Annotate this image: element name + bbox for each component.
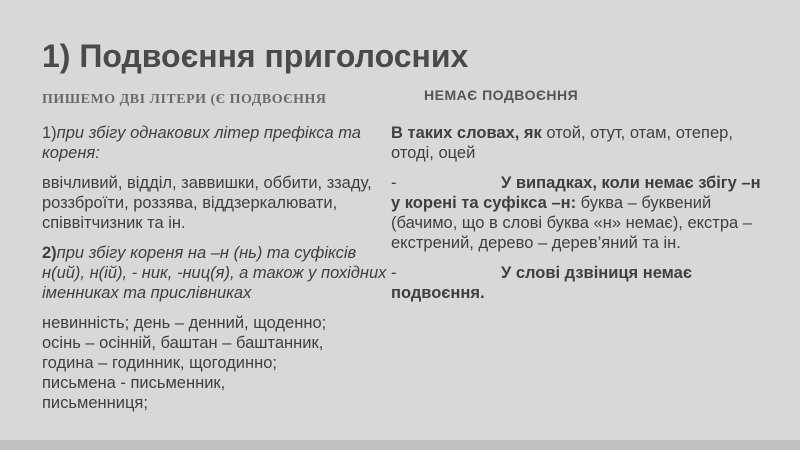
rule-1-number: 1) — [42, 124, 57, 142]
rule-2-examples-line: невинність; день – денний, щоденно; — [42, 314, 327, 332]
rule-2-examples — [42, 313, 392, 413]
left-column — [42, 123, 392, 423]
exception-2-dash: - — [391, 174, 397, 192]
rule-2-examples-line: година – годинник, щогодинно; — [42, 354, 277, 372]
exception-1-bold: В таких словах, як — [391, 124, 542, 142]
slide-title: 1) Подвоєння приголосних — [42, 38, 469, 74]
right-column — [391, 123, 763, 313]
exception-3-dash: - — [391, 264, 397, 282]
exception-3-bold: У слові дзвіниця немає подвоєння. — [391, 264, 692, 302]
rule-2-examples-line: письмена - письменник, — [42, 374, 226, 392]
rule-2-examples-line: осінь – осінній, баштан – баштанник, — [42, 334, 324, 352]
rule-2 — [42, 243, 392, 303]
rule-2-examples-line: письменниця; — [42, 394, 148, 412]
exception-1-text: отой, отут, отам, отепер, отоді, оцей — [391, 124, 733, 162]
exception-1 — [391, 123, 763, 163]
rule-1 — [42, 123, 392, 163]
rule-2-number: 2) — [42, 244, 57, 262]
exception-2 — [391, 173, 763, 253]
bottom-strip — [0, 440, 800, 450]
exception-2-bold: У випадках, коли немає збігу –н у корені та суфікса –н: — [391, 174, 761, 212]
rule-1-text: при збігу однакових літер префікса та кореня: — [42, 124, 361, 162]
left-column-heading: ПИШЕМО ДВІ ЛІТЕРИ (Є ПОДВОЄННЯ — [42, 92, 327, 107]
rule-1-examples: ввічливий, відділ, заввишки, оббити, ззаду, роззброїти, роззява, віддзеркалювати, співвітчизник та ін. — [42, 174, 372, 232]
exception-2-text: буква – буквений (бачимо, що в слові буква «н» немає), екстра – екстрений, дерево – дерев’яний та ін. — [391, 194, 752, 252]
rule-2-text: при збігу кореня на –н (нь) та суфіксів н(ий), н(ій), - ник, -ниц(я), а також у похідних іменниках та прислівниках — [42, 244, 387, 302]
exception-3 — [391, 263, 763, 303]
right-column-heading: НЕМАЄ ПОДВОЄННЯ — [424, 87, 579, 103]
